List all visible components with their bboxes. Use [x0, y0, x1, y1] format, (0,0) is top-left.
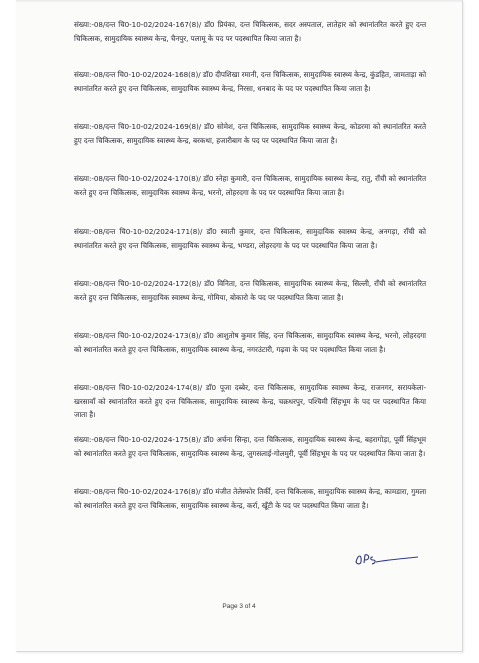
- signature-mark: [352, 548, 422, 570]
- order-text: डॉ0 दीपशिखा रमानी, दन्त चिकित्सक, सामुदायिक स्वास्थ्य केन्द्र, कुंडहित, जामताड़ा को स्थानांतरित करते हुए दन्त चिकित्सक, सामुदायिक स्वास्थ्य केन्द्र, निरसा, धनबाद के पद पर पदस्थापित किया जाता है।: [74, 70, 427, 93]
- order-paragraph-174: [74, 381, 426, 422]
- order-text: डॉ0 स्नेहा कुमारी, दन्त चिकित्सक, सामुदायिक स्वास्थ्य केन्द्र, रातु, राँची को स्थानांतरित करते हुए दन्त चिकित्सक, सामुदायिक स्वास्थ्य केन्द्र, भरनो, लोहरदगा के पद पर पदस्थापित किया जाता है।: [74, 174, 426, 197]
- order-paragraph-168: [74, 68, 426, 95]
- page-edge: [16, 0, 462, 3]
- order-paragraph-169: [74, 120, 426, 147]
- order-text: डॉ0 आशुतोष कुमार सिंह, दन्त चिकित्सक, सामुदायिक स्वास्थ्य केन्द्र, भरनो, लोहरदगा को स्थानांतरित करते हुए दन्त चिकित्सक, सामुदायिक स्वास्थ्य केन्द्र, नगरउंटारी, गढ़वा के पद पर पदस्थापित किया जाता है।: [74, 331, 426, 354]
- order-number: संख्या:-08/दन्त चि0-10-02/2024-174(8)/: [74, 383, 203, 392]
- order-text: डॉ0 विनिता, दन्त चिकित्सक, सामुदायिक स्वास्थ्य केन्द्र, सिल्ली, राँची को स्थानांतरित करते हुए दन्त चिकित्सक, सामुदायिक स्वास्थ्य केन्द्र, गोमिया, बोकारो के पद पर पदस्थापित किया जाता है।: [74, 279, 427, 302]
- order-number: संख्या:-08/दन्त चि0-10-02/2024-172(8)/: [74, 279, 202, 288]
- page-number: Page 3 of 4: [222, 603, 256, 610]
- order-paragraph-172: [74, 277, 426, 304]
- order-paragraph-171: [74, 225, 426, 252]
- order-text: डॉ0 स्वाती कुमार, दन्त चिकित्सक, सामुदायिक स्वास्थ्य केन्द्र, अनगड़ा, राँची को स्थानांतरित करते हुए दन्त चिकित्सक, सामुदायिक स्वास्थ्य केन्द्र, भण्डरा, लोहरदगा के पद पर पदस्थापित किया जाता है।: [74, 227, 426, 250]
- order-number: संख्या:-08/दन्त चि0-10-02/2024-169(8)/: [74, 122, 202, 131]
- order-text: डॉ0 सोमेश, दन्त चिकित्सक, सामुदायिक स्वास्थ्य केन्द्र, कोडरमा को स्थानांतरित करते हुए दन्त चिकित्सक, सामुदायिक स्वास्थ्य केन्द्र, बरकथा, हजारीबाग के पद पर पदस्थापित किया जाता है।: [74, 122, 426, 145]
- order-number: संख्या:-08/दन्त चि0-10-02/2024-171(8)/: [74, 227, 203, 236]
- order-paragraph-167: [74, 18, 426, 45]
- order-text: डॉ0 अर्चना सिन्हा, दन्त चिकित्सक, सामुदायिक स्वास्थ्य केन्द्र, बहरागोड़ा, पूर्वी सिंहभूम को स्थानांतरित करते हुए दन्त चिकित्सक, सामुदायिक स्वास्थ्य केन्द्र, जुगसलाई-गोलमुरी, पूर्वी सिंहभूम के पद पर पदस्थापित किया जाता है।: [74, 435, 427, 458]
- order-text: डॉ0 प्रियंका, दन्त चिकित्सक, सदर अस्पताल, लातेहार को स्थानांतरित करते हुए दन्त चिकित्सक, सामुदायिक स्वास्थ्य केन्द्र, चैनपुर, पलामू के पद पर पदस्थापित किया जाता है।: [74, 20, 426, 43]
- order-paragraph-170: [74, 172, 426, 199]
- order-text: डॉ0 पूजा दब्बेर, दन्त चिकित्सक, सामुदायिक स्वास्थ्य केन्द्र, राजनगर, सरायकेला-खरसावाँ को स्थानांतरित करते हुए दन्त चिकित्सक, सामुदायिक स्वास्थ्य केन्द्र, चक्रधरपुर, पश्चिमी सिंहभूम के पद पर पदस्थापित किया जाता है।: [74, 383, 426, 419]
- order-number: संख्या:-08/दन्त चि0-10-02/2024-170(8)/: [74, 174, 201, 183]
- order-number: संख्या:-08/दन्त चि0-10-02/2024-167(8)/: [74, 20, 202, 29]
- order-number: संख्या:-08/दन्त चि0-10-02/2024-176(8)/: [74, 487, 201, 496]
- order-paragraph-175: [74, 433, 426, 460]
- document-page: [16, 0, 463, 652]
- order-paragraph-176: [74, 485, 426, 512]
- order-number: संख्या:-08/दन्त चि0-10-02/2024-173(8)/: [74, 331, 201, 340]
- order-number: संख्या:-08/दन्त चि0-10-02/2024-175(8)/: [74, 435, 201, 444]
- order-paragraph-173: [74, 329, 426, 356]
- order-text: डॉ0 मंजीत तेलेस्फोर तिर्की, दन्त चिकित्सक, सामुदायिक स्वास्थ्य केन्द्र, कामडारा, गुमला को स्थानांतरित करते हुए दन्त चिकित्सक, सामुदायिक स्वास्थ्य केन्द्र, कर्रा, खूँटी के पद पर पदस्थापित किया जाता है।: [74, 487, 426, 510]
- order-number: संख्या:-08/दन्त चि0-10-02/2024-168(8)/: [74, 70, 201, 79]
